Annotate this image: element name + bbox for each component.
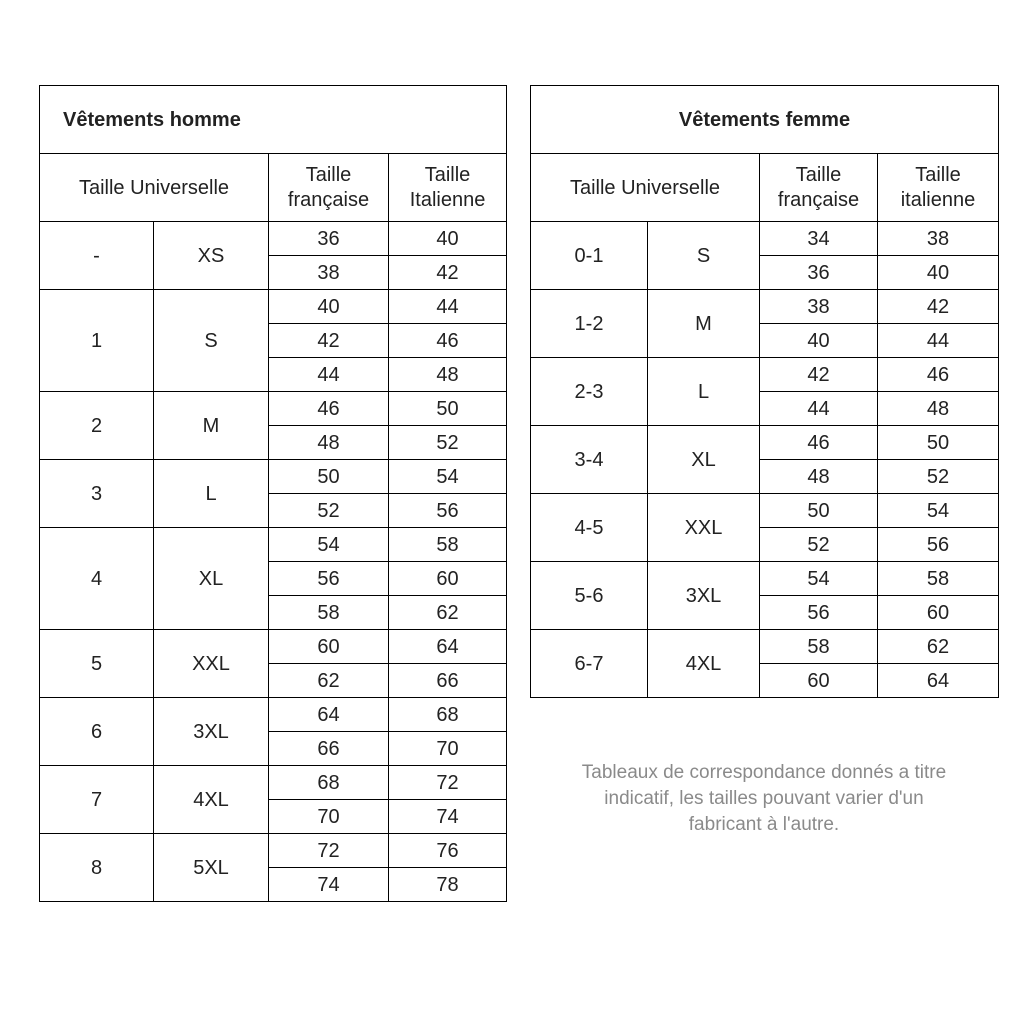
italian-size-cell: 68 bbox=[389, 698, 507, 732]
french-size-cell: 56 bbox=[269, 562, 389, 596]
size-row bbox=[40, 222, 507, 256]
italian-size-cell: 52 bbox=[878, 460, 999, 494]
french-size-cell: 60 bbox=[269, 630, 389, 664]
size-row bbox=[40, 460, 507, 494]
french-size-cell: 60 bbox=[760, 664, 878, 698]
italian-size-cell: 38 bbox=[878, 222, 999, 256]
women-header-universal: Taille Universelle bbox=[531, 154, 760, 222]
universal-letter-cell: XL bbox=[154, 528, 269, 630]
italian-size-cell: 70 bbox=[389, 732, 507, 766]
universal-number-cell: 5-6 bbox=[531, 562, 648, 630]
men-table-title: Vêtements homme bbox=[40, 86, 507, 154]
french-size-cell: 46 bbox=[269, 392, 389, 426]
italian-size-cell: 64 bbox=[389, 630, 507, 664]
size-row bbox=[40, 392, 507, 426]
italian-size-cell: 46 bbox=[389, 324, 507, 358]
universal-number-cell: 3-4 bbox=[531, 426, 648, 494]
universal-number-cell: 1 bbox=[40, 290, 154, 392]
disclaimer-note: Tableaux de correspondance donnés a titre indicatif, les tailles pouvant varier d'un fabricant à l'autre. bbox=[581, 762, 947, 835]
universal-number-cell: 4 bbox=[40, 528, 154, 630]
italian-size-cell: 46 bbox=[878, 358, 999, 392]
french-size-cell: 58 bbox=[760, 630, 878, 664]
french-size-cell: 36 bbox=[269, 222, 389, 256]
universal-number-cell: 4-5 bbox=[531, 494, 648, 562]
universal-number-cell: 1-2 bbox=[531, 290, 648, 358]
italian-size-cell: 60 bbox=[389, 562, 507, 596]
italian-size-cell: 58 bbox=[878, 562, 999, 596]
size-row bbox=[40, 834, 507, 868]
italian-size-cell: 44 bbox=[389, 290, 507, 324]
universal-number-cell: 3 bbox=[40, 460, 154, 528]
size-row bbox=[531, 358, 999, 392]
italian-size-cell: 60 bbox=[878, 596, 999, 630]
universal-number-cell: 2-3 bbox=[531, 358, 648, 426]
french-size-cell: 54 bbox=[269, 528, 389, 562]
size-row bbox=[531, 426, 999, 460]
french-size-cell: 36 bbox=[760, 256, 878, 290]
universal-letter-cell: S bbox=[648, 222, 760, 290]
french-size-cell: 40 bbox=[760, 324, 878, 358]
italian-size-cell: 50 bbox=[878, 426, 999, 460]
size-row bbox=[531, 562, 999, 596]
french-size-cell: 34 bbox=[760, 222, 878, 256]
italian-size-cell: 54 bbox=[878, 494, 999, 528]
universal-number-cell: 8 bbox=[40, 834, 154, 902]
universal-number-cell: 7 bbox=[40, 766, 154, 834]
women-header-french: Taille française bbox=[760, 154, 878, 222]
women-header-italian: Taille italienne bbox=[878, 154, 999, 222]
french-size-cell: 64 bbox=[269, 698, 389, 732]
italian-size-cell: 50 bbox=[389, 392, 507, 426]
french-size-cell: 42 bbox=[269, 324, 389, 358]
universal-letter-cell: 3XL bbox=[154, 698, 269, 766]
french-size-cell: 40 bbox=[269, 290, 389, 324]
italian-size-cell: 42 bbox=[389, 256, 507, 290]
italian-size-cell: 54 bbox=[389, 460, 507, 494]
size-row bbox=[531, 630, 999, 664]
universal-letter-cell: M bbox=[154, 392, 269, 460]
french-size-cell: 46 bbox=[760, 426, 878, 460]
italian-size-cell: 66 bbox=[389, 664, 507, 698]
french-size-cell: 52 bbox=[760, 528, 878, 562]
universal-number-cell: 6-7 bbox=[531, 630, 648, 698]
french-size-cell: 44 bbox=[269, 358, 389, 392]
italian-size-cell: 44 bbox=[878, 324, 999, 358]
size-row bbox=[40, 766, 507, 800]
french-size-cell: 58 bbox=[269, 596, 389, 630]
italian-size-cell: 58 bbox=[389, 528, 507, 562]
size-row bbox=[531, 290, 999, 324]
men-header-universal: Taille Universelle bbox=[40, 154, 269, 222]
italian-size-cell: 62 bbox=[389, 596, 507, 630]
french-size-cell: 72 bbox=[269, 834, 389, 868]
french-size-cell: 42 bbox=[760, 358, 878, 392]
universal-number-cell: - bbox=[40, 222, 154, 290]
size-row bbox=[40, 698, 507, 732]
universal-letter-cell: 3XL bbox=[648, 562, 760, 630]
french-size-cell: 62 bbox=[269, 664, 389, 698]
french-size-cell: 50 bbox=[269, 460, 389, 494]
universal-letter-cell: XXL bbox=[648, 494, 760, 562]
french-size-cell: 50 bbox=[760, 494, 878, 528]
french-size-cell: 38 bbox=[269, 256, 389, 290]
french-size-cell: 48 bbox=[760, 460, 878, 494]
french-size-cell: 66 bbox=[269, 732, 389, 766]
italian-size-cell: 48 bbox=[878, 392, 999, 426]
italian-size-cell: 56 bbox=[878, 528, 999, 562]
men-size-table bbox=[39, 85, 507, 902]
french-size-cell: 48 bbox=[269, 426, 389, 460]
italian-size-cell: 48 bbox=[389, 358, 507, 392]
french-size-cell: 44 bbox=[760, 392, 878, 426]
italian-size-cell: 64 bbox=[878, 664, 999, 698]
men-header-italian: Taille Italienne bbox=[389, 154, 507, 222]
universal-letter-cell: L bbox=[648, 358, 760, 426]
italian-size-cell: 52 bbox=[389, 426, 507, 460]
italian-size-cell: 74 bbox=[389, 800, 507, 834]
italian-size-cell: 42 bbox=[878, 290, 999, 324]
universal-letter-cell: XS bbox=[154, 222, 269, 290]
universal-number-cell: 6 bbox=[40, 698, 154, 766]
universal-letter-cell: XXL bbox=[154, 630, 269, 698]
size-row bbox=[40, 528, 507, 562]
italian-size-cell: 78 bbox=[389, 868, 507, 902]
universal-number-cell: 0-1 bbox=[531, 222, 648, 290]
size-row bbox=[531, 494, 999, 528]
women-size-table bbox=[530, 85, 999, 698]
universal-letter-cell: XL bbox=[648, 426, 760, 494]
size-row bbox=[40, 630, 507, 664]
french-size-cell: 54 bbox=[760, 562, 878, 596]
universal-letter-cell: 4XL bbox=[648, 630, 760, 698]
universal-letter-cell: 5XL bbox=[154, 834, 269, 902]
universal-number-cell: 2 bbox=[40, 392, 154, 460]
italian-size-cell: 62 bbox=[878, 630, 999, 664]
italian-size-cell: 72 bbox=[389, 766, 507, 800]
french-size-cell: 68 bbox=[269, 766, 389, 800]
size-row bbox=[531, 222, 999, 256]
men-header-french: Taille française bbox=[269, 154, 389, 222]
french-size-cell: 74 bbox=[269, 868, 389, 902]
french-size-cell: 38 bbox=[760, 290, 878, 324]
italian-size-cell: 40 bbox=[389, 222, 507, 256]
universal-number-cell: 5 bbox=[40, 630, 154, 698]
french-size-cell: 70 bbox=[269, 800, 389, 834]
size-row bbox=[40, 290, 507, 324]
italian-size-cell: 40 bbox=[878, 256, 999, 290]
french-size-cell: 52 bbox=[269, 494, 389, 528]
italian-size-cell: 76 bbox=[389, 834, 507, 868]
universal-letter-cell: M bbox=[648, 290, 760, 358]
universal-letter-cell: 4XL bbox=[154, 766, 269, 834]
universal-letter-cell: S bbox=[154, 290, 269, 392]
french-size-cell: 56 bbox=[760, 596, 878, 630]
universal-letter-cell: L bbox=[154, 460, 269, 528]
women-table-title: Vêtements femme bbox=[531, 86, 999, 154]
italian-size-cell: 56 bbox=[389, 494, 507, 528]
